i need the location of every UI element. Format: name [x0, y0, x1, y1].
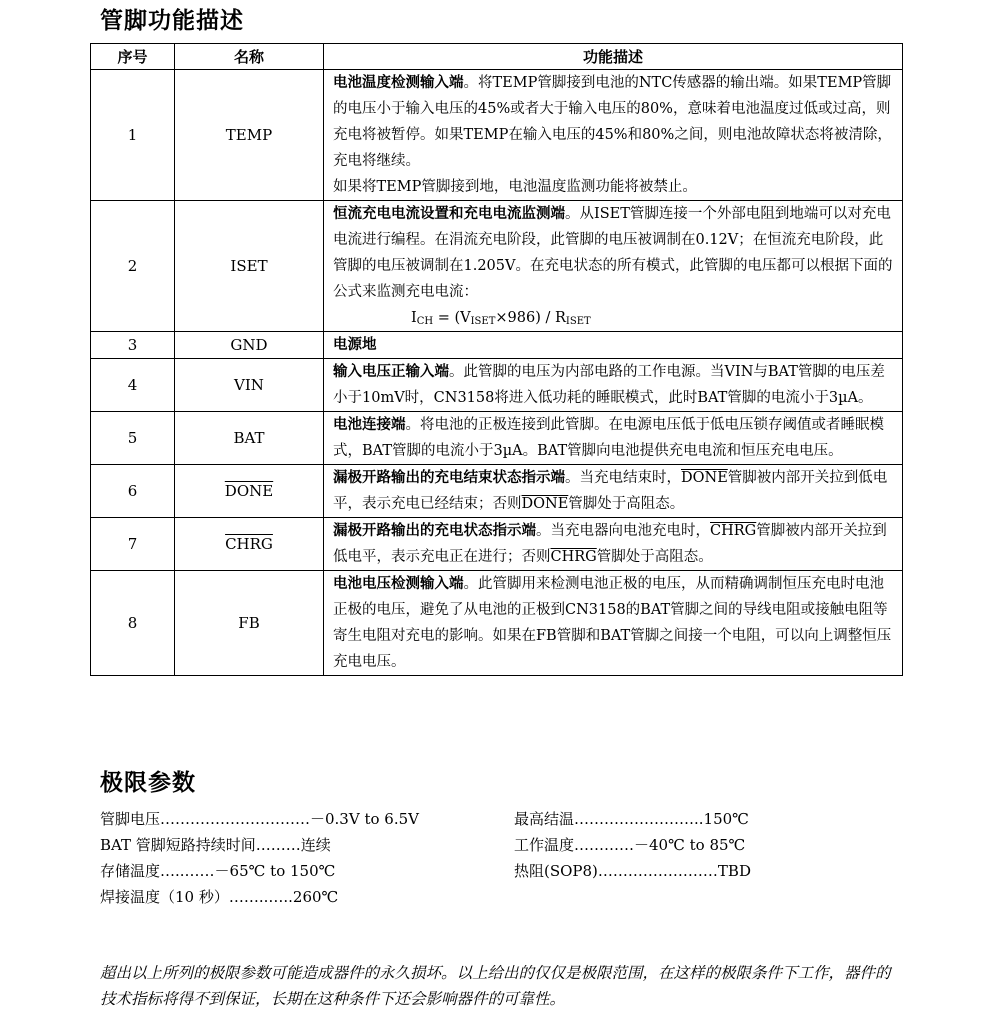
pin-description-text: 。从ISET管脚连接一个外部电阻到地端可以对充电电流进行编程。在涓流充电阶段，此管脚的电压被调制在0.12V；在恒流充电阶段，此管脚的电压被调制在1.205V。在充电状态的所有模式，此管脚的电压都可以根据下面的公式来监测充电电流： — [333, 206, 893, 300]
table-row — [91, 332, 903, 359]
table-header-row — [91, 44, 903, 70]
pin-description: 漏极开路输出的充电结束状态指示端。当充电结束时，DONE管脚被内部开关拉到低电平，表示充电已经结束；否则DONE管脚处于高阻态。 — [324, 465, 903, 518]
pin-description: 漏极开路输出的充电状态指示端。当充电器向电池充电时，CHRG管脚被内部开关拉到低电平，表示充电正在进行；否则CHRG管脚处于高阻态。 — [324, 518, 903, 571]
pin-function-title: 漏极开路输出的充电状态指示端 — [333, 523, 536, 539]
pin-description — [324, 332, 903, 359]
table-row — [91, 70, 903, 201]
section-title-absolute-max: 极限参数 — [100, 770, 196, 796]
pin-name: GND — [175, 332, 324, 359]
signal-done: DONE — [521, 496, 569, 512]
pin-description-text: 。将TEMP管脚接到电池的NTC传感器的输出端。如果TEMP管脚的电压小于输入电压的45%或者大于输入电压的80%，意味着电池温度过低或过高，则充电将被暂停。如果TEMP在输入电压的45%和80%之间，则电池故障状态将被清除，充电将继续。 — [333, 75, 892, 169]
pin-description — [324, 571, 903, 676]
pin-number: 8 — [91, 571, 175, 676]
pin-number: 1 — [91, 70, 175, 201]
pin-name: FB — [175, 571, 324, 676]
abs-max-warning-note: 超出以上所列的极限参数可能造成器件的永久损坏。以上给出的仅仅是极限范围，在这样的极限条件下工作，器件的技术指标将得不到保证，长期在这种条件下还会影响器件的可靠性。 — [100, 964, 891, 1008]
pin-function-title: 输入电压正输入端 — [333, 364, 449, 380]
header-number: 序号 — [91, 44, 175, 70]
pin-name — [175, 518, 324, 571]
table-row — [91, 571, 903, 676]
pin-function-title: 电池电压检测输入端 — [333, 576, 464, 592]
pin-number: 7 — [91, 518, 175, 571]
pin-name — [175, 465, 324, 518]
pin-number: 2 — [91, 201, 175, 332]
signal-chrg: CHRG — [710, 523, 757, 539]
abs-max-item: BAT 管脚短路持续时间………连续 — [100, 836, 331, 854]
header-name: 名称 — [175, 44, 324, 70]
pin-function-title: 电源地 — [333, 337, 377, 353]
pin-description-extra: 如果将TEMP管脚接到地，电池温度监测功能将被禁止。 — [333, 179, 697, 195]
abs-max-left-column — [100, 806, 419, 910]
pin-description — [324, 70, 903, 201]
pin-name: VIN — [175, 359, 324, 412]
pin-number: 4 — [91, 359, 175, 412]
pin-description — [324, 359, 903, 412]
pin-name: TEMP — [175, 70, 324, 201]
pin-name-overlined: CHRG — [225, 535, 273, 553]
signal-chrg: CHRG — [550, 549, 597, 565]
pin-description-text: 。将电池的正极连接到此管脚。在电源电压低于低电压锁存阈值或者睡眠模式，BAT管脚的电流小于3µA。BAT管脚向电池提供充电电流和恒压充电电压。 — [333, 417, 884, 459]
abs-max-item: 存储温度…..……－65℃ to 150℃ — [100, 862, 336, 880]
pin-number: 3 — [91, 332, 175, 359]
pin-description-table — [90, 43, 903, 676]
abs-max-item: 管脚电压…………………………－0.3V to 6.5V — [100, 810, 419, 828]
pin-function-title: 漏极开路输出的充电结束状态指示端 — [333, 470, 565, 486]
pin-description-text: 。此管脚的电压为内部电路的工作电源。当VIN与BAT管脚的电压差小于10mV时，CN3158将进入低功耗的睡眠模式，此时BAT管脚的电流小于3µA。 — [333, 364, 885, 406]
abs-max-item: 热阻(SOP8)……………………TBD — [514, 862, 751, 880]
table-row — [91, 412, 903, 465]
pin-function-title: 电池温度检测输入端 — [333, 75, 464, 91]
section-title-pin-description: 管脚功能描述 — [100, 8, 244, 34]
abs-max-item: 最高结温……………………..150℃ — [514, 810, 749, 828]
table-row — [91, 518, 903, 571]
abs-max-right-column — [514, 806, 751, 884]
header-description: 功能描述 — [324, 44, 903, 70]
pin-function-title: 恒流充电电流设置和充电电流监测端 — [333, 206, 565, 222]
pin-name: ISET — [175, 201, 324, 332]
pin-number: 5 — [91, 412, 175, 465]
abs-max-item: 工作温度…………－40℃ to 85℃ — [514, 836, 746, 854]
charge-current-formula: $I_{CH} = (V_{ISET}\times 986) / R_{ISET}$ — [411, 310, 591, 327]
abs-max-item: 焊接温度（10 秒）……..…..260℃ — [100, 888, 339, 906]
pin-name-overlined: DONE — [224, 482, 274, 500]
pin-description — [324, 201, 903, 332]
signal-done: DONE — [681, 470, 728, 486]
table-row — [91, 359, 903, 412]
table-row — [91, 465, 903, 518]
pin-description — [324, 412, 903, 465]
pin-name: BAT — [175, 412, 324, 465]
table-row — [91, 201, 903, 332]
pin-description-text: 。此管脚用来检测电池正极的电压，从而精确调制恒压充电时电池正极的电压，避免了从电池的正极到CN3158的BAT管脚之间的导线电阻或接触电阻等寄生电阻对充电的影响。如果在FB管脚和BAT管脚之间接一个电阻，可以向上调整恒压充电电压。 — [333, 576, 892, 670]
pin-number: 6 — [91, 465, 175, 518]
pin-function-title: 电池连接端 — [333, 417, 406, 433]
